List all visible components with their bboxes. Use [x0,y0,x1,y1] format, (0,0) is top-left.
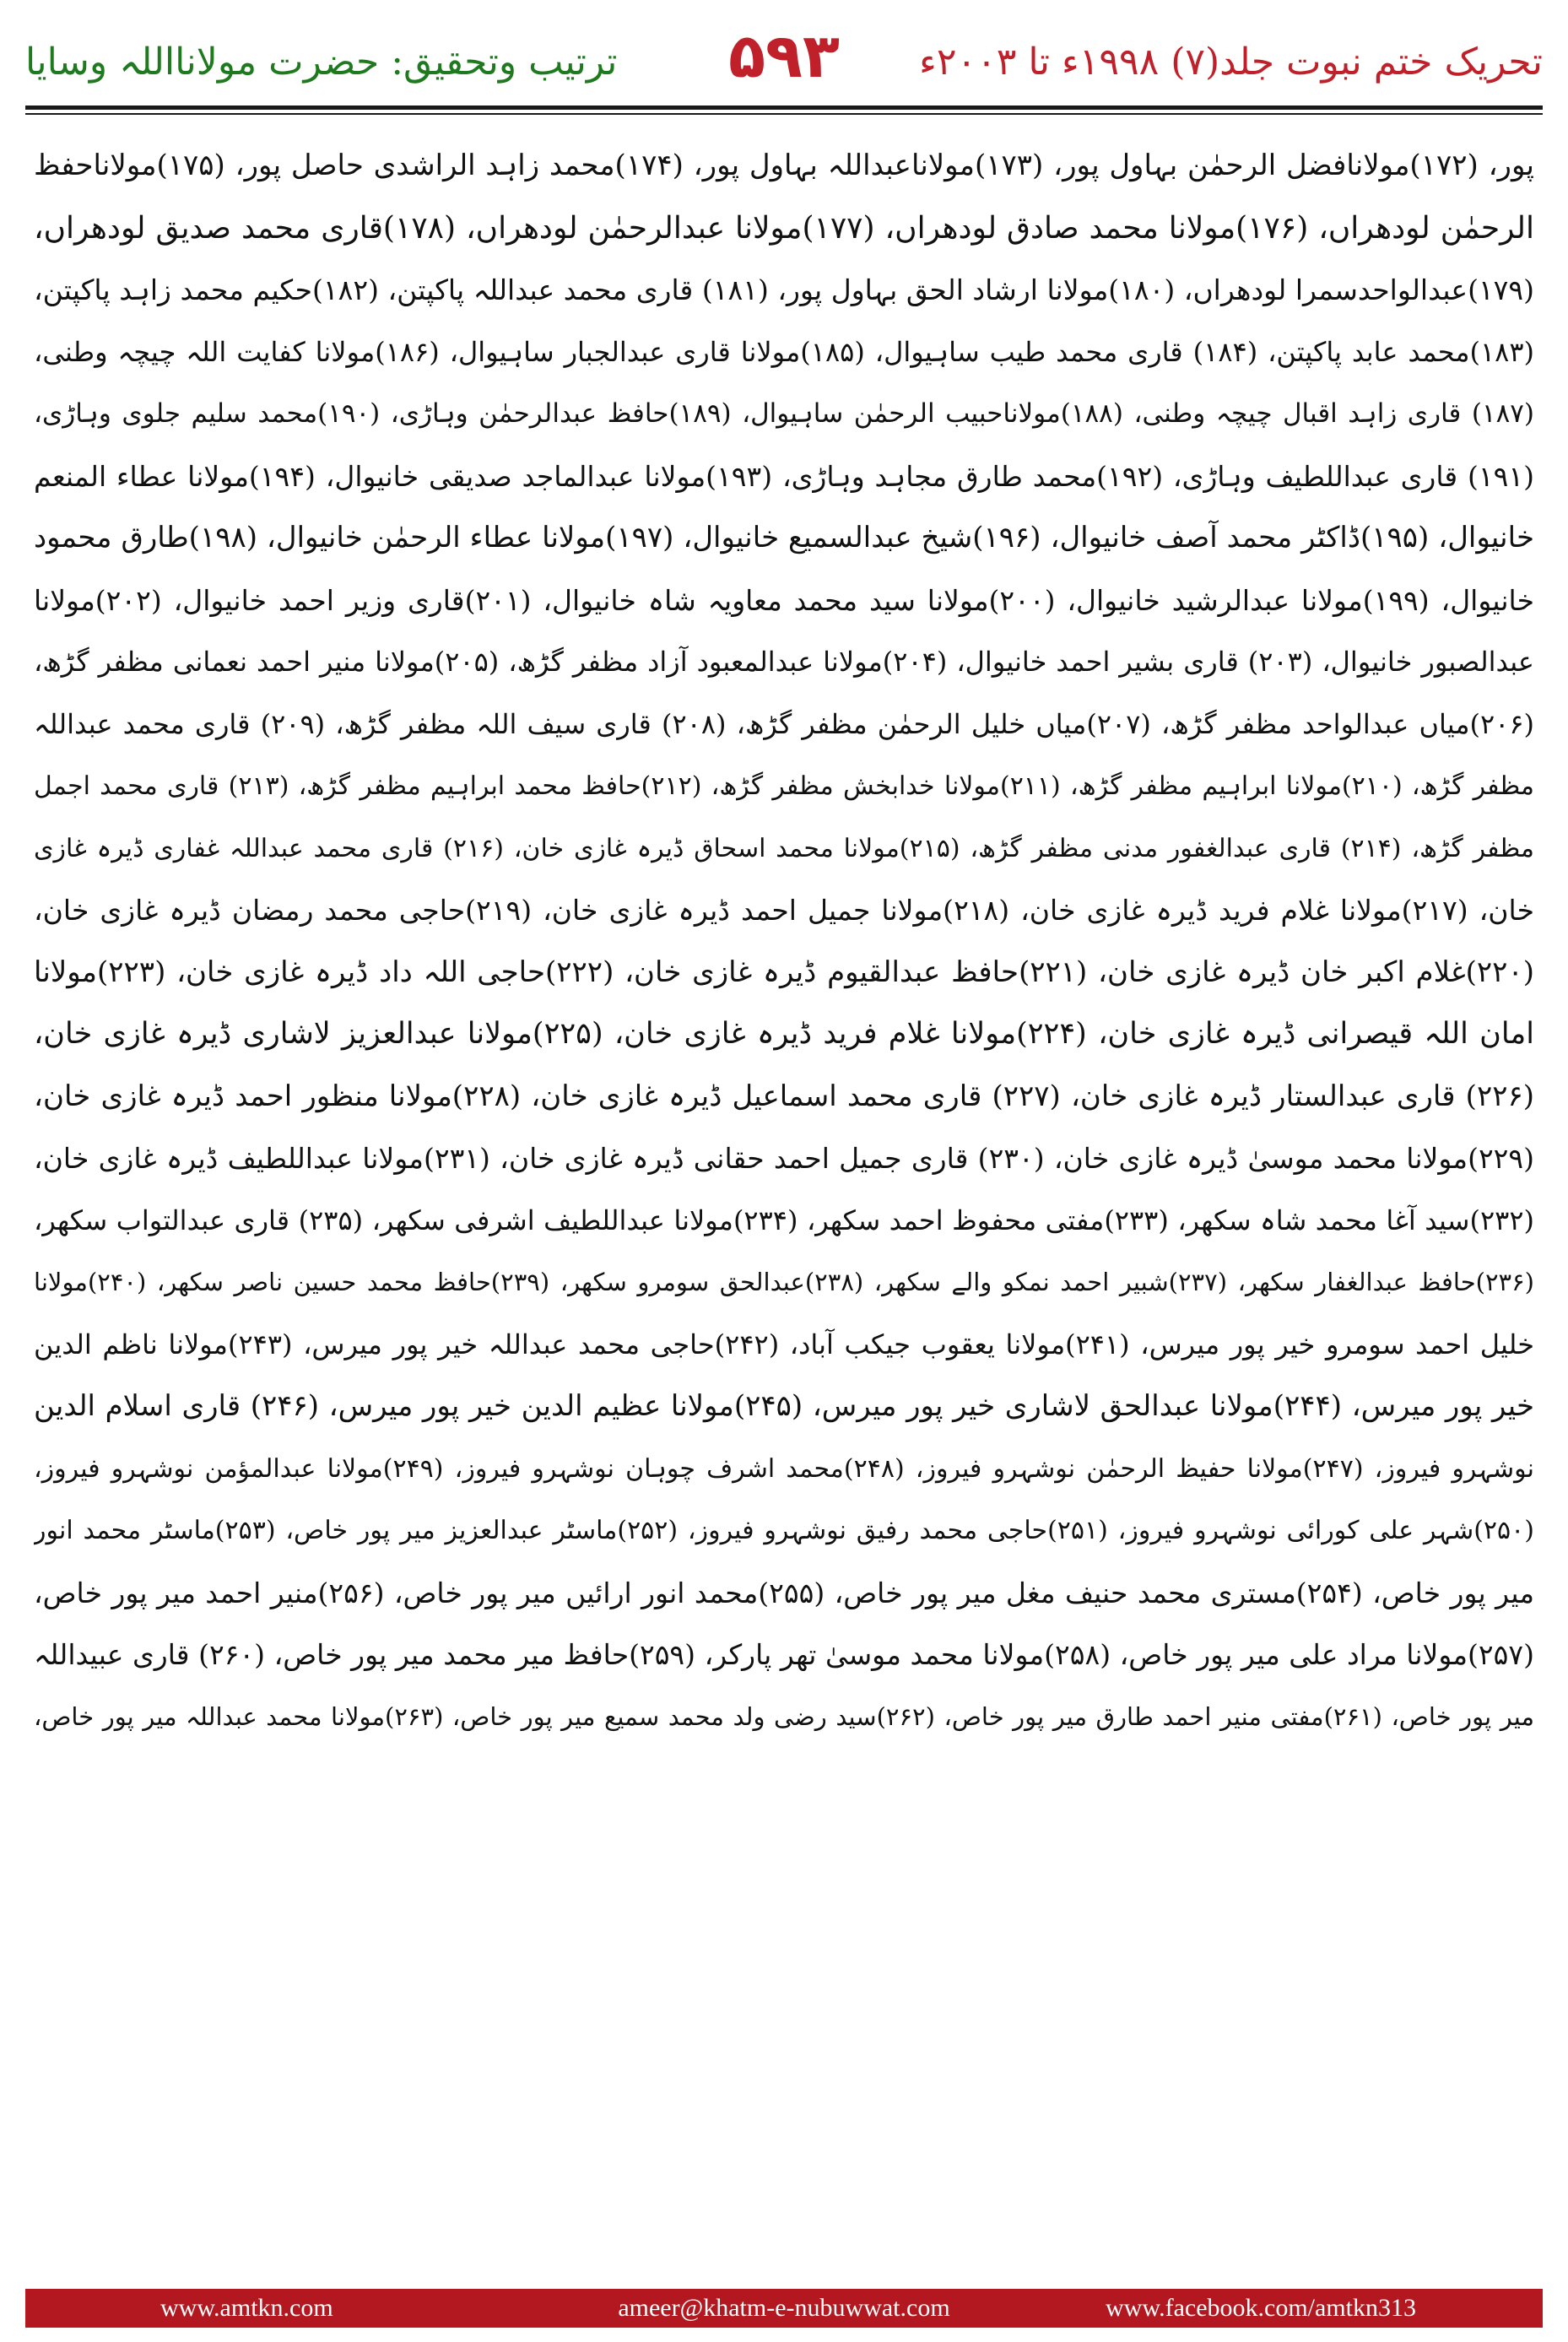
text-line: (۱۷۹)عبدالواحدسمرا لودھراں، (۱۸۰)مولانا ارشاد الحق بہاول پور، (۱۸۱) قاری محمد عبداللہ پاکپتن، (۱۸۲)حکیم محمد زاہد پاکپتن، [34,273,1534,306]
text-line: میر پور خاص، (۲۵۴)مستری محمد حنیف مغل میر پور خاص، (۲۵۵)محمد انور ارائیں میر پور خاص، (۲۵۶)منیر احمد میر پور خاص، [34,1576,1534,1609]
text-line: مظفر گڑھ، (۲۱۴) قاری عبدالغفور مدنی مظفر گڑھ، (۲۱۵)مولانا محمد اسحاق ڈیرہ غازی خان، (۲۱۶) قاری محمد عبداللہ غفاری ڈیرہ غازی [34,833,1534,863]
text-line: (۲۲۰)غلام اکبر خان ڈیرہ غازی خان، (۲۲۱)حافظ عبدالقیوم ڈیرہ غازی خان، (۲۲۲)حاجی اللہ داد ڈیرہ غازی خان، (۲۲۳)مولانا [34,955,1534,989]
body-text [34,135,1534,2245]
text-line: خانیوال، (۱۹۹)مولانا عبدالرشید خانیوال، (۲۰۰)مولانا سید محمد معاویہ شاہ خانیوال، (۲۰۱)قاری وزیر احمد خانیوال، (۲۰۲)مولانا [34,583,1534,617]
book-title: تحریک ختم نبوت جلد(۷) ۱۹۹۸ء تا ۲۰۰۳ء [919,41,1543,84]
text-line: (۲۰۶)میاں عبدالواحد مظفر گڑھ، (۲۰۷)میاں خلیل الرحمٰن مظفر گڑھ، (۲۰۸) قاری سیف اللہ مظفر گڑھ، (۲۰۹) قاری محمد عبداللہ [34,707,1534,740]
text-line: (۲۵۷)مولانا مراد علی میر پور خاص، (۲۵۸)مولانا محمد موسیٰ تھر پارکر، (۲۵۹)حافظ میر محمد میر پور خاص، (۲۶۰) قاری عبیداللہ [34,1638,1534,1671]
text-line: خیر پور میرس، (۲۴۴)مولانا عبدالحق لاشاری خیر پور میرس، (۲۴۵)مولانا عظیم الدین خیر پور میرس، (۲۴۶) قاری اسلام الدین [34,1389,1534,1423]
text-line: نوشہرو فیروز، (۲۴۷)مولانا حفیظ الرحمٰن نوشہرو فیروز، (۲۴۸)محمد اشرف چوہان نوشہرو فیروز، (۲۴۹)مولانا عبدالمؤمن نوشہرو فیروز، [34,1453,1534,1484]
text-line: (۲۲۶) قاری عبدالستار ڈیرہ غازی خان، (۲۲۷) قاری محمد اسماعیل ڈیرہ غازی خان، (۲۲۸)مولانا منظور احمد ڈیرہ غازی خان، [34,1079,1534,1113]
text-line: خانیوال، (۱۹۵)ڈاکٹر محمد آصف خانیوال، (۱۹۶)شیخ عبدالسمیع خانیوال، (۱۹۷)مولانا عطاء الرحمٰن خانیوال، (۱۹۸)طارق محمود [34,521,1534,554]
text-line: میر پور خاص، (۲۶۱)مفتی منیر احمد طارق میر پور خاص، (۲۶۲)سید رضی ولد محمد سمیع میر پور خاص، (۲۶۳)مولانا محمد عبداللہ میر پور خاص، [34,1701,1534,1731]
text-line: خان، (۲۱۷)مولانا غلام فرید ڈیرہ غازی خان، (۲۱۸)مولانا جمیل احمد ڈیرہ غازی خان، (۲۱۹)حاجی محمد رمضان ڈیرہ غازی خان، [34,894,1534,927]
text-line: عبدالصبور خانیوال، (۲۰۳) قاری بشیر احمد خانیوال، (۲۰۴)مولانا عبدالمعبود آزاد مظفر گڑھ، (۲۰۵)مولانا منیر احمد نعمانی مظفر گڑھ، [34,646,1534,678]
text-line: الرحمٰن لودھراں، (۱۷۶)مولانا محمد صادق لودھراں، (۱۷۷)مولانا عبدالرحمٰن لودھراں، (۱۷۸)قاری محمد صدیق لودھراں، [34,210,1534,246]
text-line: پور، (۱۷۲)مولانافضل الرحمٰن بہاول پور، (۱۷۳)مولاناعبداللہ بہاول پور، (۱۷۴)محمد زاہد الراشدی حاصل پور، (۱۷۵)مولاناحفظ [34,149,1534,182]
header-rule-thin [25,113,1543,115]
text-line: مظفر گڑھ، (۲۱۰)مولانا ابراہیم مظفر گڑھ، (۲۱۱)مولانا خدابخش مظفر گڑھ، (۲۱۲)حافظ محمد ابراہیم مظفر گڑھ، (۲۱۳) قاری محمد اجمل [34,771,1534,801]
text-line: (۱۸۳)محمد عابد پاکپتن، (۱۸۴) قاری محمد طیب ساہیوال، (۱۸۵)مولانا قاری عبدالجبار ساہیوال، (۱۸۶)مولانا کفایت اللہ چیچہ وطنی، [34,335,1534,368]
page-footer [25,2289,1543,2328]
compiler-credit: ترتیب وتحقیق: حضرت مولانااللہ وسایا [25,41,618,84]
text-line: (۲۵۰)شہر علی کورائی نوشہرو فیروز، (۲۵۱)حاجی محمد رفیق نوشہرو فیروز، (۲۵۲)ماسٹر عبدالعزیز میر پور خاص، (۲۵۳)ماسٹر محمد انور [34,1516,1534,1545]
header-rule-thick [25,105,1543,110]
text-line: (۱۹۱) قاری عبداللطیف وہاڑی، (۱۹۲)محمد طارق مجاہد وہاڑی، (۱۹۳)مولانا عبدالماجد صدیقی خانیوال، (۱۹۴)مولانا عطاء المنعم [34,459,1534,493]
facebook-link[interactable]: www.facebook.com/amtkn313 [1106,2294,1416,2322]
email-link[interactable]: ameer@khatm-e-nubuwwat.com [618,2294,950,2322]
text-line: (۲۳۲)سید آغا محمد شاہ سکھر، (۲۳۳)مفتی محفوظ احمد سکھر، (۲۳۴)مولانا عبداللطیف اشرفی سکھر، (۲۳۵) قاری عبدالتواب سکھر، [34,1203,1534,1236]
text-line: (۲۳۶)حافظ عبدالغفار سکھر، (۲۳۷)شبیر احمد نمکو والے سکھر، (۲۳۸)عبدالحق سومرو سکھر، (۲۳۹)حافظ محمد حسین ناصر سکھر، (۲۴۰)مولانا [34,1268,1534,1296]
text-line: (۱۸۷) قاری زاہد اقبال چیچہ وطنی، (۱۸۸)مولاناحبیب الرحمٰن ساہیوال، (۱۸۹)حافظ عبدالرحمٰن وہاڑی، (۱۹۰)محمد سلیم جلوی وہاڑی، [34,398,1534,429]
text-line: امان اللہ قیصرانی ڈیرہ غازی خان، (۲۲۴)مولانا غلام فرید ڈیرہ غازی خان، (۲۲۵)مولانا عبدالعزیز لاشاری ڈیرہ غازی خان، [34,1017,1534,1051]
text-line: (۲۲۹)مولانا محمد موسیٰ ڈیرہ غازی خان، (۲۳۰) قاری جمیل احمد حقانی ڈیرہ غازی خان، (۲۳۱)مولانا عبداللطیف ڈیرہ غازی خان، [34,1142,1534,1175]
text-line: خلیل احمد سومرو خیر پور میرس، (۲۴۱)مولانا یعقوب جیکب آباد، (۲۴۲)حاجی محمد عبداللہ خیر پور میرس، (۲۴۳)مولانا ناظم الدین [34,1328,1534,1360]
website-link[interactable]: www.amtkn.com [160,2294,333,2322]
page-number: ۵۹۳ [728,20,840,91]
